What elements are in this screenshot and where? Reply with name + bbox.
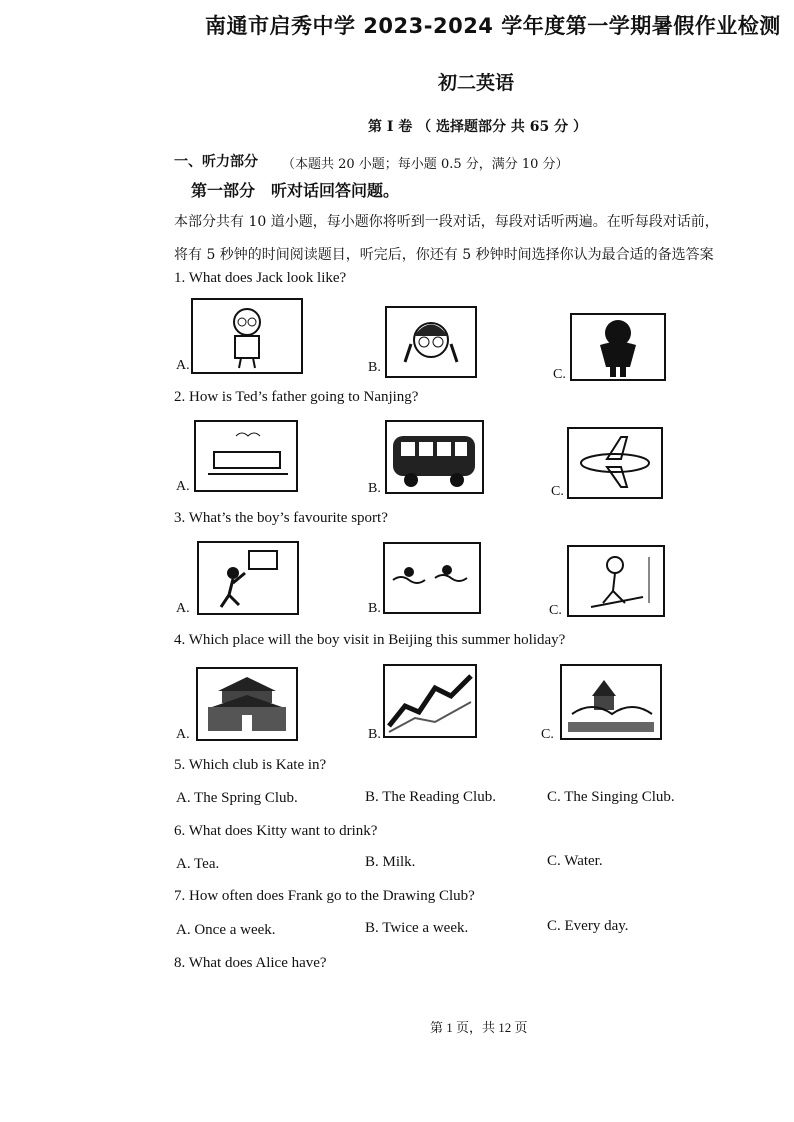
q5-option-b[interactable]: B. The Reading Club. <box>365 789 496 805</box>
question-7: 7. How often does Frank go to the Drawing Club? <box>174 888 475 904</box>
q5-option-a[interactable]: A. The Spring Club. <box>176 790 298 806</box>
q3-option-c[interactable]: C. <box>549 603 562 618</box>
question-5: 5. Which club is Kate in? <box>174 757 327 773</box>
q6-option-a[interactable]: A. Tea. <box>176 856 220 872</box>
summer-palace-picture[interactable] <box>560 664 662 740</box>
q1-option-b[interactable]: B. <box>368 360 381 375</box>
tiananmen-picture[interactable] <box>196 667 298 741</box>
q3-option-b[interactable]: B. <box>368 601 381 616</box>
skiing-picture[interactable] <box>567 545 665 617</box>
q6-option-b[interactable]: B. Milk. <box>365 854 416 870</box>
basketball-picture[interactable] <box>197 541 299 615</box>
part-title: 第一部分 听对话回答问题。 <box>191 181 400 200</box>
question-2: 2. How is Ted’s father going to Nanjing? <box>174 389 419 405</box>
question-8: 8. What does Alice have? <box>174 955 327 971</box>
instructions-line-2: 将有 5 秒钟的时间阅读题目，听完后，你还有 5 秒钟时间选择你认为最合适的备选答案 <box>174 247 714 263</box>
train-picture[interactable] <box>194 420 298 492</box>
q5-option-c[interactable]: C. The Singing Club. <box>547 789 675 805</box>
bus-picture[interactable] <box>385 420 484 494</box>
section-title: 一、听力部分 <box>174 154 258 170</box>
q4-option-b[interactable]: B. <box>368 727 381 742</box>
q2-option-c[interactable]: C. <box>551 484 564 499</box>
q2-option-b[interactable]: B. <box>368 481 381 496</box>
instructions-line-1: 本部分共有 10 道小题，每小题你将听到一段对话，每段对话听两遍。在听每段对话前， <box>174 214 719 230</box>
volume-label: 第 I 卷 （ 选择题部分 共 65 分 ） <box>368 119 588 135</box>
section-note: （本题共 20 小题；每小题 0.5 分，满分 10 分） <box>282 157 569 172</box>
question-6: 6. What does Kitty want to drink? <box>174 823 378 839</box>
subject-title: 初二英语 <box>438 72 515 94</box>
q4-option-c[interactable]: C. <box>541 727 554 742</box>
girl-glasses-picture[interactable] <box>385 306 477 378</box>
school-title: 南通市启秀中学 2023-2024 学年度第一学期暑假作业检测 <box>205 14 781 38</box>
boy-glasses-picture[interactable] <box>191 298 303 374</box>
silhouette-picture[interactable] <box>570 313 666 381</box>
q1-option-a[interactable]: A. <box>176 358 190 373</box>
q1-option-c[interactable]: C. <box>553 367 566 382</box>
question-1: 1. What does Jack look like? <box>174 270 347 286</box>
q7-option-b[interactable]: B. Twice a week. <box>365 920 469 936</box>
q7-option-c[interactable]: C. Every day. <box>547 918 629 934</box>
q6-option-c[interactable]: C. Water. <box>547 853 603 869</box>
question-4: 4. Which place will the boy visit in Beijing this summer holiday? <box>174 632 566 648</box>
question-3: 3. What’s the boy’s favourite sport? <box>174 510 388 526</box>
q3-option-a[interactable]: A. <box>176 601 190 616</box>
great-wall-picture[interactable] <box>383 664 477 738</box>
page-number: 第 1 页，共 12 页 <box>430 1020 528 1035</box>
swimming-picture[interactable] <box>383 542 481 614</box>
airplane-picture[interactable] <box>567 427 663 499</box>
q2-option-a[interactable]: A. <box>176 479 190 494</box>
q7-option-a[interactable]: A. Once a week. <box>176 922 276 938</box>
q4-option-a[interactable]: A. <box>176 727 190 742</box>
